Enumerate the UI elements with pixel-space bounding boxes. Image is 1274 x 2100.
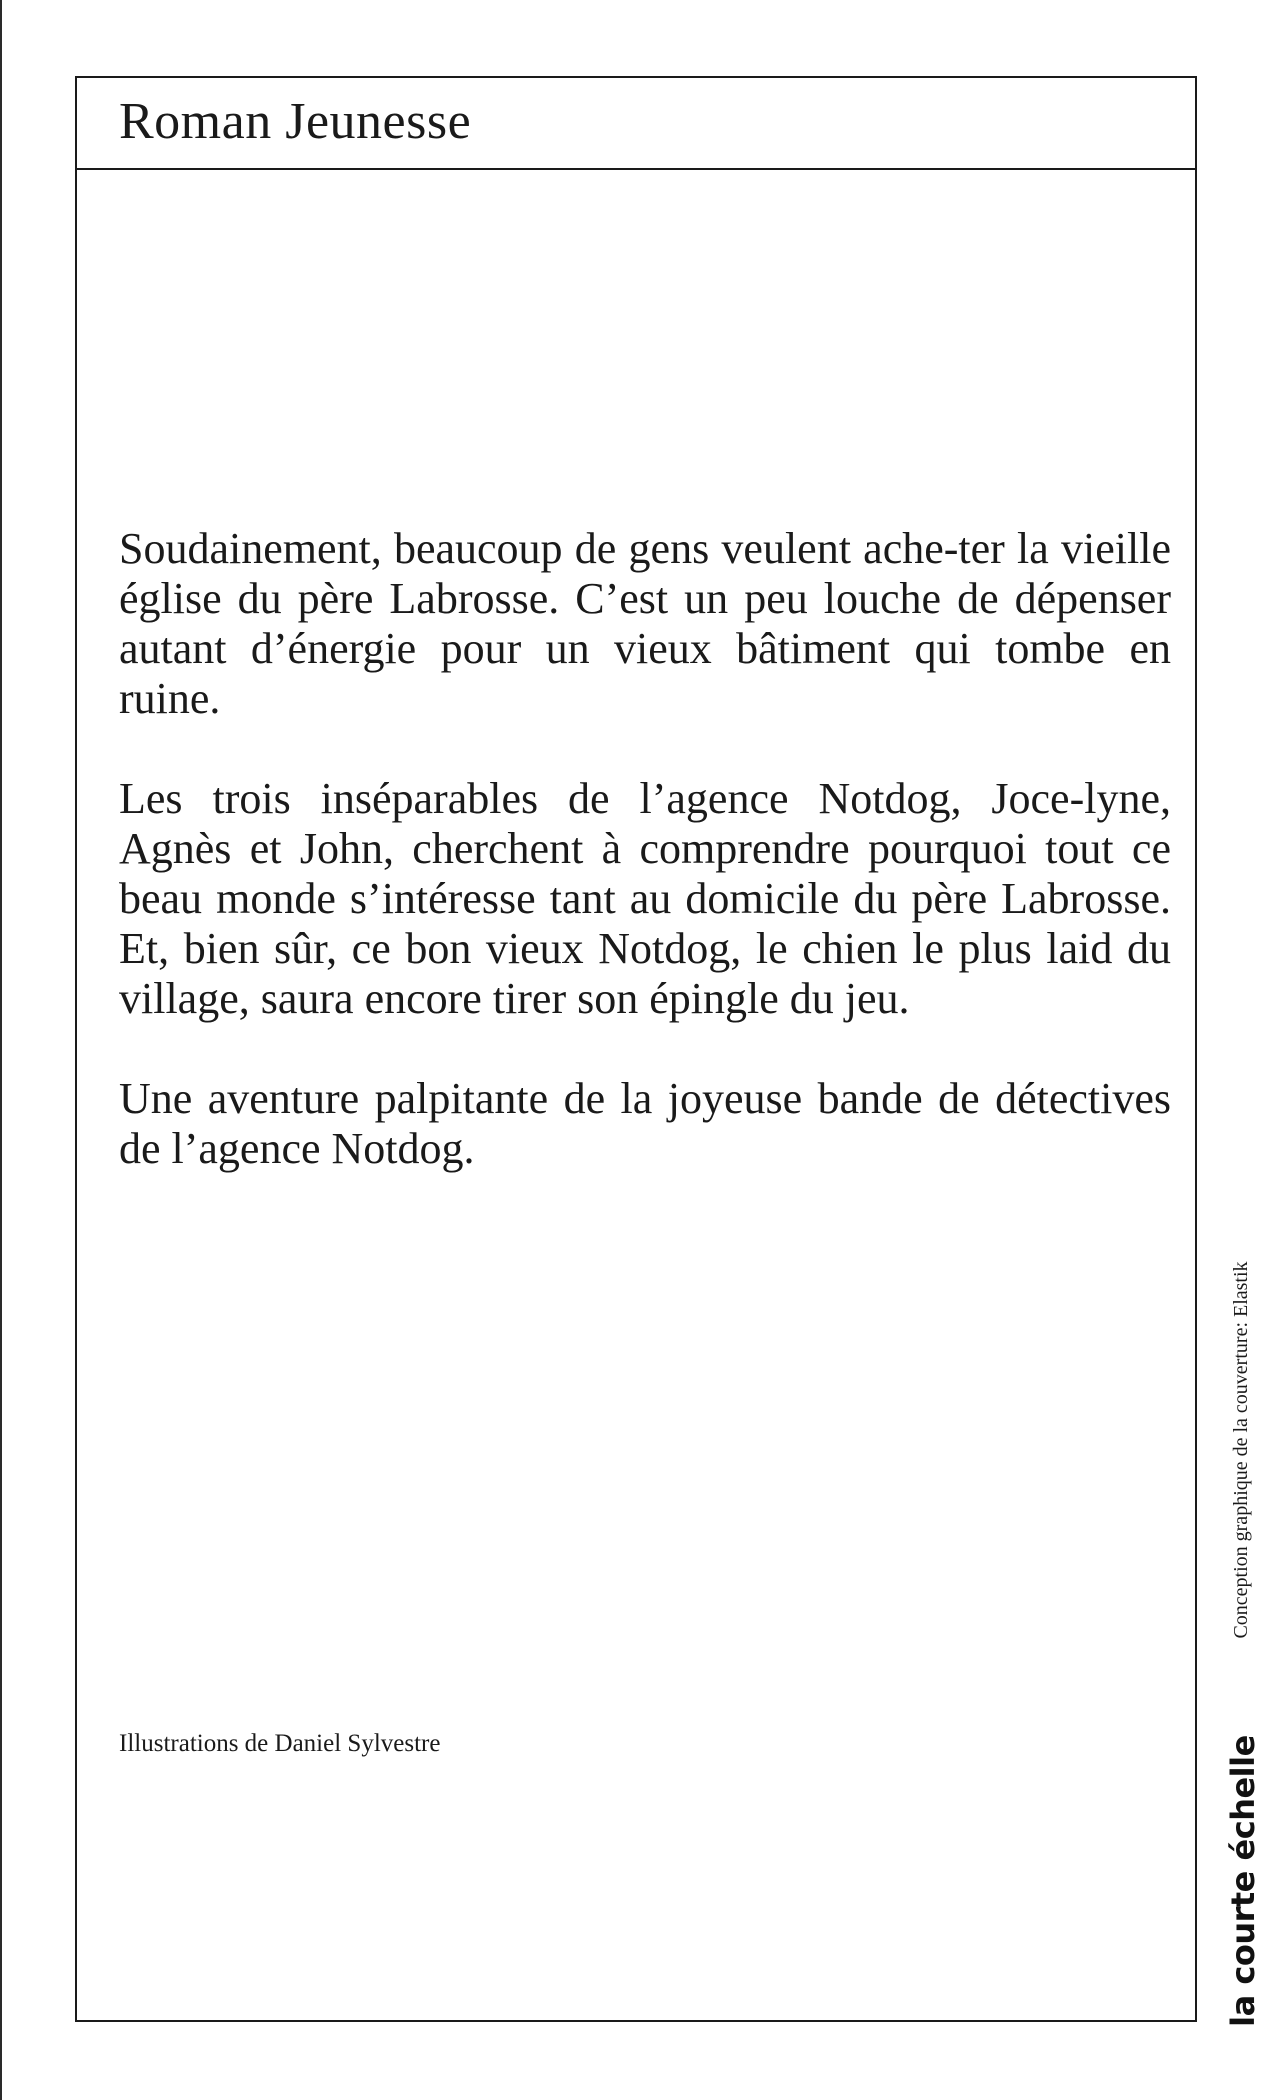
publisher-logo (1222, 1735, 1264, 2027)
back-cover-frame (75, 76, 1197, 2022)
blurb-paragraph-1: Soudainement, beaucoup de gens veulent ache-ter la vieille église du père Labrosse. C’est un peu louche de dépenser autant d’énergie pour un vieux bâtiment qui tombe en ruine. (119, 524, 1171, 723)
illustrator-credit: Illustrations de Daniel Sylvestre (119, 1730, 441, 1757)
publisher-logo-text: la courte échelle (1224, 1735, 1262, 2027)
series-header (77, 78, 1195, 170)
cover-design-credit (1226, 1210, 1256, 1690)
blurb-text (119, 524, 1171, 1224)
series-title: Roman Jeunesse (119, 93, 472, 150)
page-left-edge (0, 0, 2, 2100)
blurb-paragraph-2: Les trois inséparables de l’agence Notdog, Joce-lyne, Agnès et John, cherchent à comprendre pourquoi tout ce beau monde s’intéresse tant au domicile du père Labrosse. Et, bien sûr, ce bon vieux Notdog, le chien le plus laid du village, saura encore tirer son épingle du jeu. (119, 774, 1171, 1023)
cover-design-credit-text: Conception graphique de la couverture: Elastik (1230, 1261, 1252, 1639)
blurb-paragraph-3: Une aventure palpitante de la joyeuse bande de détectives de l’agence Notdog. (119, 1074, 1171, 1173)
